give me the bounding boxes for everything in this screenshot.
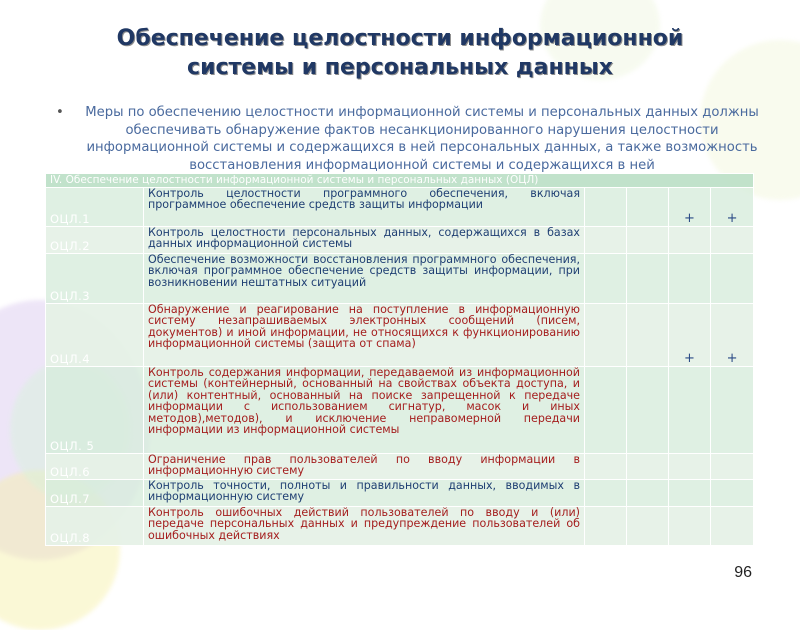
table-cell — [585, 254, 627, 304]
table-cell — [627, 304, 669, 367]
plus-mark — [669, 480, 711, 507]
plus-mark: + — [669, 188, 711, 227]
row-description: Контроль содержания информации, передаваемой из информационной системы (контейнерный, основанный на свойствах объекта доступа, и (или) контентный, основанный на поиске запрещенной к передаче информации с использованием сигнатур, масок и иных методов),методов), и исключение неправомерной передачи информации из информационной системы — [144, 367, 585, 454]
row-description: Обеспечение возможности восстановления программного обеспечения, включая программное обеспечение средств защиты информации, при возникновении нештатных ситуаций — [144, 254, 585, 304]
table-cell — [585, 304, 627, 367]
measures-table — [45, 173, 754, 546]
plus-mark — [711, 367, 754, 454]
row-description: Обнаружение и реагирование на поступление в информационную систему незапрашиваемых электронных сообщений (писем, документов) и иной информации, не относящихся к функционированию информационной системы (защита от спама) — [144, 304, 585, 367]
bullet-text: Меры по обеспечению целостности информационной системы и персональных данных должны обеспечивать обнаружение фактов несанкционированного нарушения целостности информационной системы и содержащихся в ней персональных данных, а также возможность восстановления информационной системы и содержащихся в ней — [85, 105, 759, 173]
table-cell — [627, 254, 669, 304]
table-header-row — [46, 174, 754, 188]
table-row — [46, 254, 754, 304]
plus-mark — [669, 254, 711, 304]
row-code: ОЦЛ. 5 — [46, 367, 144, 454]
plus-mark — [711, 480, 754, 507]
row-description: Контроль точности, полноты и правильности данных, вводимых в информационную систему — [144, 480, 585, 507]
table-row — [46, 507, 754, 546]
row-code: ОЦЛ.1 — [46, 188, 144, 227]
plus-mark — [669, 507, 711, 546]
table-cell — [627, 188, 669, 227]
plus-mark: + — [711, 188, 754, 227]
table-cell — [585, 188, 627, 227]
table-row — [46, 304, 754, 367]
row-description: Контроль целостности программного обеспечения, включая программное обеспечение средств защиты информации — [144, 188, 585, 227]
table-row — [46, 454, 754, 480]
table-cell — [585, 480, 627, 507]
plus-mark — [711, 254, 754, 304]
table-row — [46, 480, 754, 507]
table-cell — [585, 507, 627, 546]
table-header: IV. Обеспечение целостности информационной системы и персональных данных (ОЦЛ) — [46, 174, 754, 188]
table-cell — [627, 480, 669, 507]
plus-mark: + — [711, 304, 754, 367]
row-code: ОЦЛ.2 — [46, 227, 144, 254]
table-cell — [627, 454, 669, 480]
slide-title — [40, 24, 760, 82]
row-description: Ограничение прав пользователей по вводу информации в информационную систему — [144, 454, 585, 480]
row-description: Контроль целостности персональных данных, содержащихся в базах данных информационной системы — [144, 227, 585, 254]
table-cell — [627, 367, 669, 454]
plus-mark — [669, 227, 711, 254]
plus-mark: + — [669, 304, 711, 367]
slide-title-line: системы и персональных данных — [187, 55, 613, 80]
table-row — [46, 367, 754, 454]
row-code: ОЦЛ.8 — [46, 507, 144, 546]
plus-mark — [711, 507, 754, 546]
table-row — [46, 188, 754, 227]
plus-mark — [669, 367, 711, 454]
table-cell — [585, 454, 627, 480]
table-cell — [585, 367, 627, 454]
plus-mark — [669, 454, 711, 480]
bullet-paragraph — [56, 104, 762, 174]
row-code: ОЦЛ.4 — [46, 304, 144, 367]
page-number: 96 — [734, 564, 752, 581]
table-cell — [585, 227, 627, 254]
bullet-dot-icon: • — [56, 105, 64, 120]
row-description: Контроль ошибочных действий пользователей по вводу и (или) передаче персональных данных и предупреждение пользователей об ошибочных действиях — [144, 507, 585, 546]
table-row — [46, 227, 754, 254]
plus-mark — [711, 454, 754, 480]
row-code: ОЦЛ.6 — [46, 454, 144, 480]
table-cell — [627, 227, 669, 254]
slide-title-line: Обеспечение целостности информационной — [116, 26, 684, 51]
plus-mark — [711, 227, 754, 254]
row-code: ОЦЛ.7 — [46, 480, 144, 507]
row-code: ОЦЛ.3 — [46, 254, 144, 304]
table-cell — [627, 507, 669, 546]
